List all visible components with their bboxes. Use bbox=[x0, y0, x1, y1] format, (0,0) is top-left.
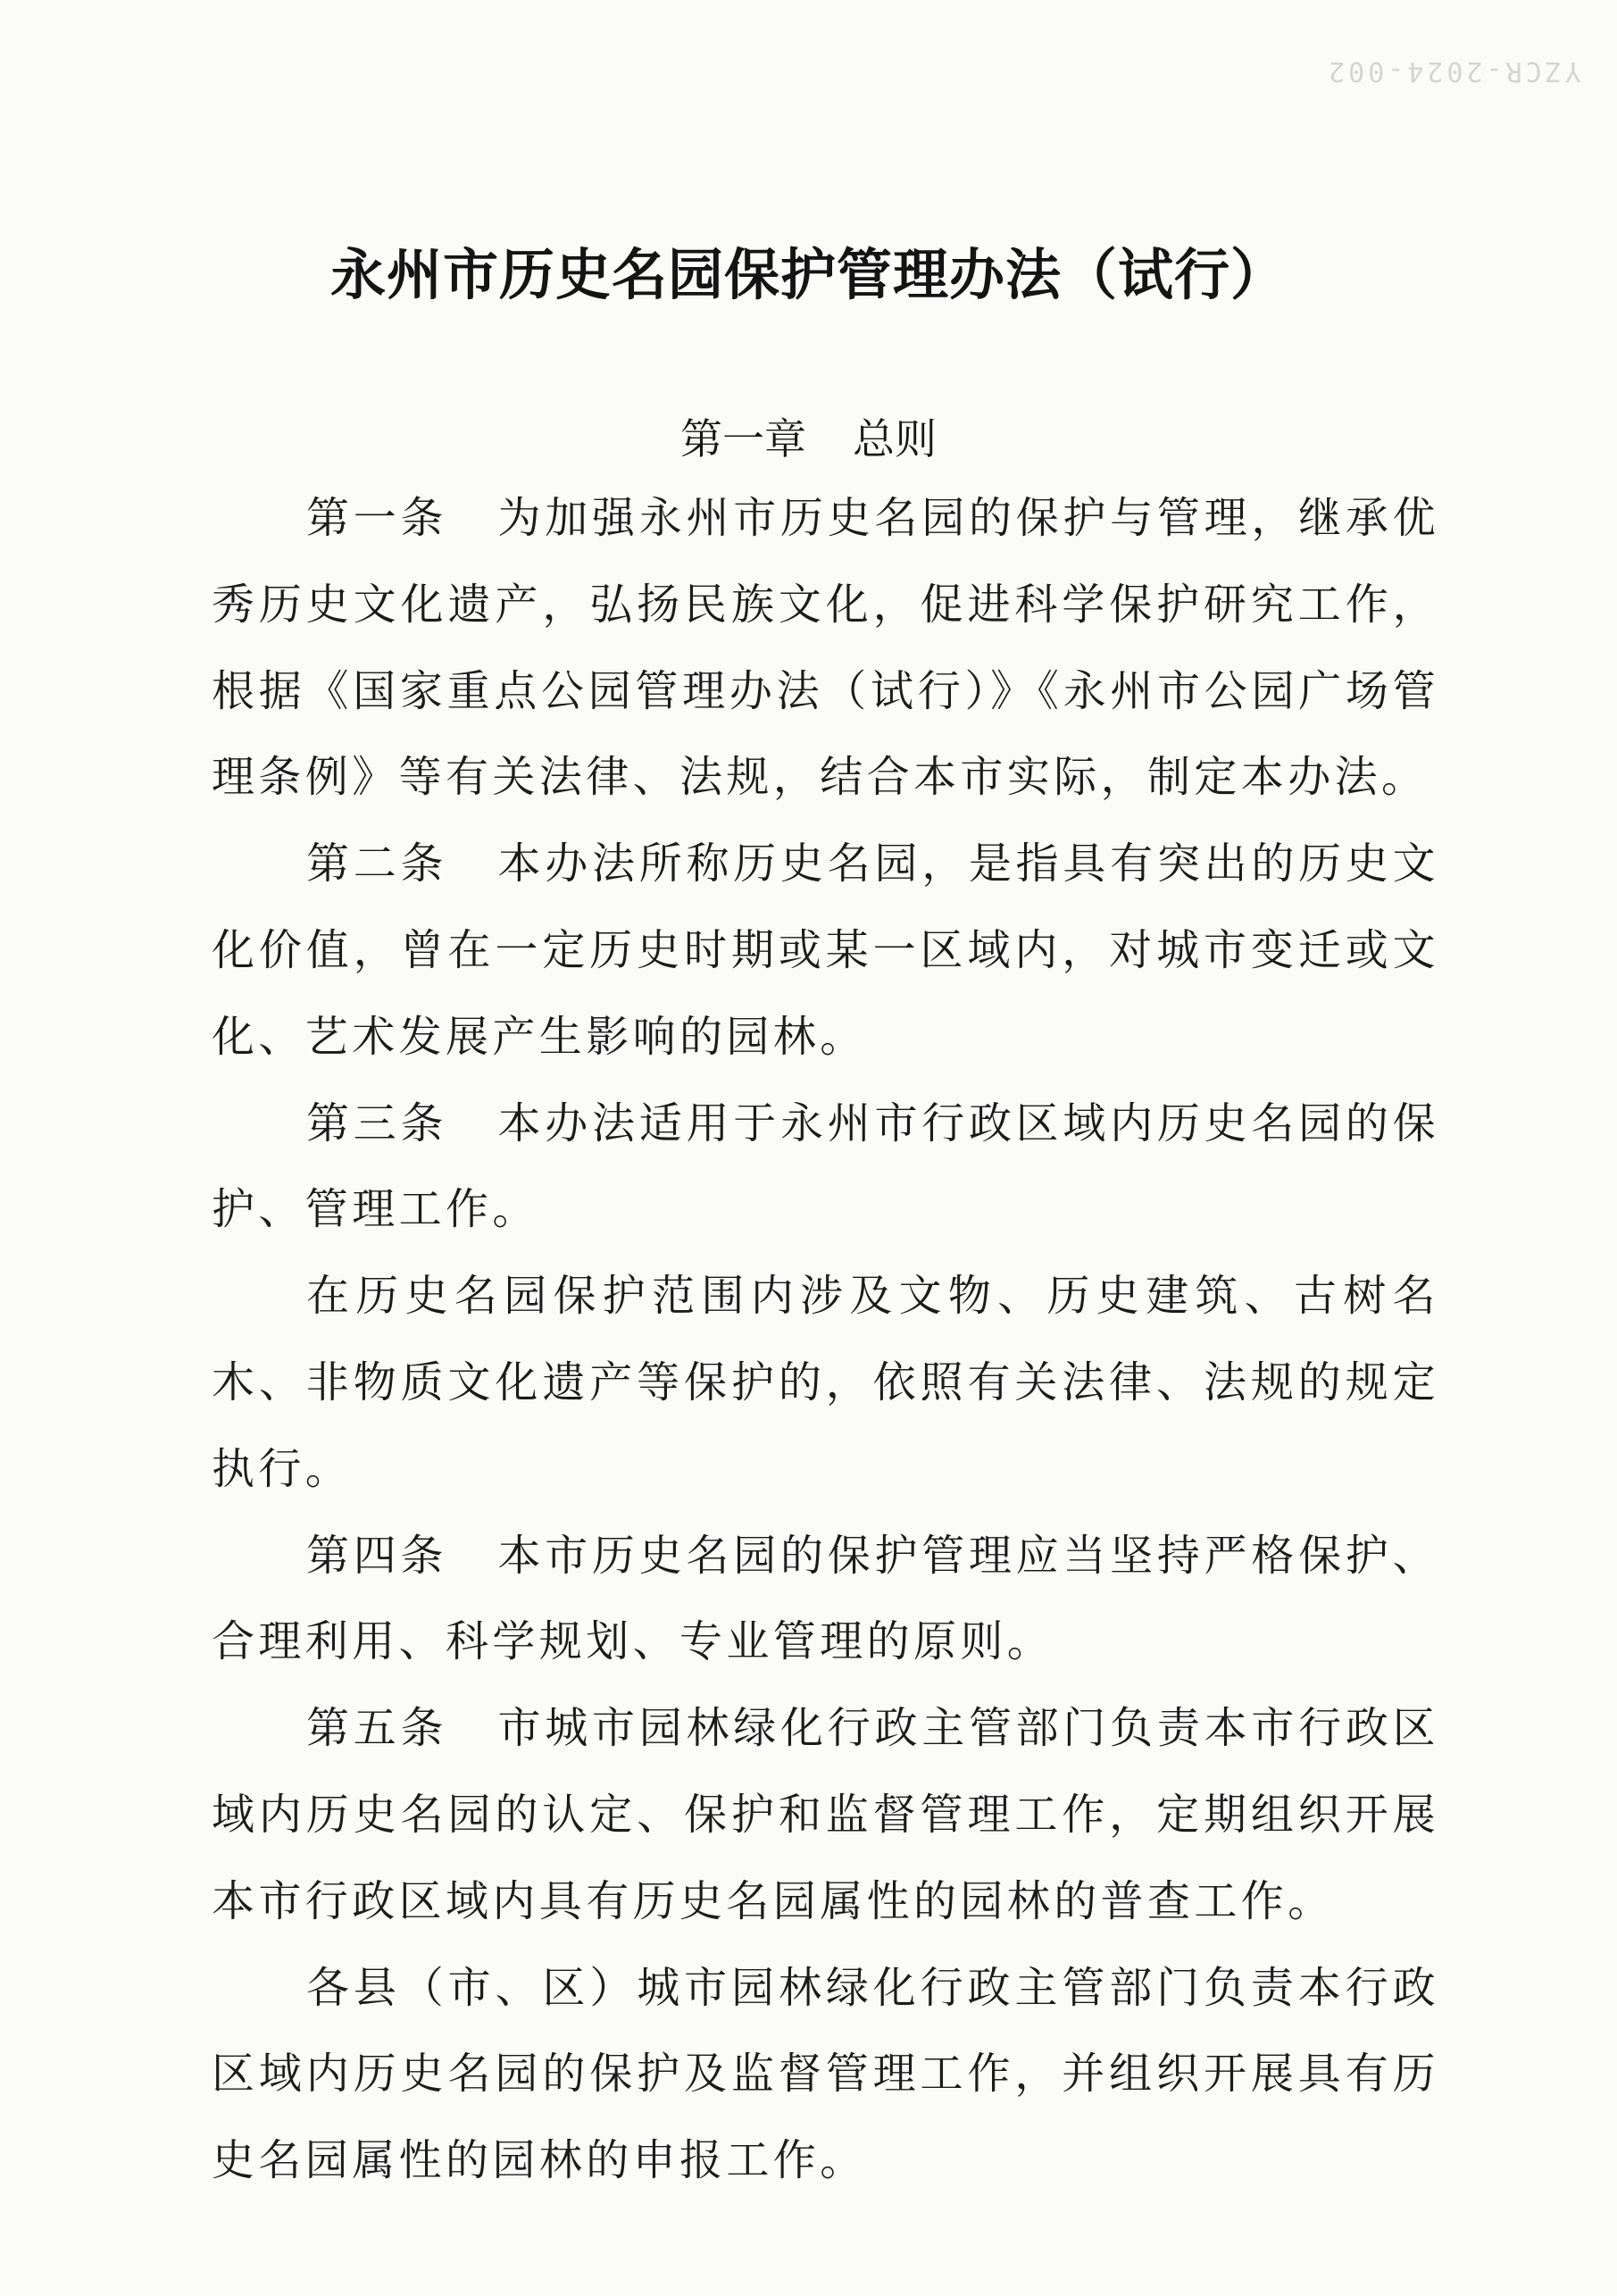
document-number-mark: YZCR-2024-002 bbox=[1325, 55, 1581, 87]
paragraph-text: 在历史名园保护范围内涉及文物、历史建筑、古树名木、非物质文化遗产等保护的，依照有关法律、法规的规定执行。 bbox=[212, 1271, 1439, 1494]
article-number: 第三条 bbox=[306, 1098, 448, 1148]
document-title: 永州市历史名园保护管理办法（试行） bbox=[329, 242, 1287, 307]
document-body bbox=[212, 475, 1439, 2204]
article-number: 第五条 bbox=[306, 1703, 448, 1754]
article-number: 第四条 bbox=[306, 1530, 448, 1581]
article-number: 第二条 bbox=[306, 839, 448, 889]
article-paragraph bbox=[212, 1513, 1439, 1686]
body-paragraph bbox=[212, 1945, 1439, 2204]
body-paragraph bbox=[212, 1253, 1439, 1512]
article-text: 本办法所称历史名园，是指具有突出的历史文化价值，曾在一定历史时期或某一区域内，对城市变迁或文化、艺术发展产生影响的园林。 bbox=[212, 839, 1439, 1062]
paragraph-text: 各县（市、区）城市园林绿化行政主管部门负责本行政区域内历史名园的保护及监督管理工作，并组织开展具有历史名园属性的园林的申报工作。 bbox=[212, 1962, 1439, 2186]
article-text: 本市历史名园的保护管理应当坚持严格保护、合理利用、科学规划、专业管理的原则。 bbox=[212, 1530, 1439, 1667]
article-text: 为加强永州市历史名园的保护与管理，继承优秀历史文化遗产，弘扬民族文化，促进科学保护研究工作，根据《国家重点公园管理办法（试行）》《永州市公园广场管理条例》等有关法律、法规，结合本市实际，制定本办法。 bbox=[212, 493, 1439, 803]
article-paragraph bbox=[212, 821, 1439, 1080]
chapter-name: 总则 bbox=[853, 415, 937, 464]
article-paragraph bbox=[212, 475, 1439, 821]
article-number: 第一条 bbox=[306, 493, 448, 543]
article-paragraph bbox=[212, 1685, 1439, 1944]
article-text: 本办法适用于永州市行政区域内历史名园的保护、管理工作。 bbox=[212, 1098, 1439, 1235]
chapter-number: 第一章 bbox=[680, 415, 806, 464]
article-paragraph bbox=[212, 1081, 1439, 1254]
article-text: 市城市园林绿化行政主管部门负责本市行政区域内历史名园的认定、保护和监督管理工作，定期组织开展本市行政区域内具有历史名园属性的园林的普查工作。 bbox=[212, 1703, 1439, 1926]
chapter-heading bbox=[0, 406, 1617, 466]
